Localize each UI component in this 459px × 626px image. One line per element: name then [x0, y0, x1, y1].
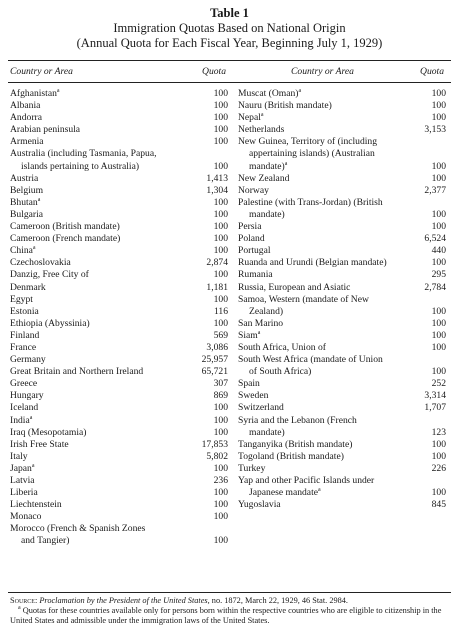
country-name: Syria and the Lebanon (French	[238, 414, 357, 426]
quota-value: 100	[213, 402, 228, 414]
quota-value: 100	[213, 317, 228, 329]
country-name: Sweden	[238, 390, 269, 402]
country-name: Cameroon (French mandate)	[10, 233, 121, 245]
table-row	[10, 499, 228, 511]
quota-value: 252	[431, 378, 446, 390]
quota-value: 226	[431, 462, 446, 474]
table-row	[10, 318, 228, 330]
table-row-continuation	[10, 535, 228, 547]
country-name: Persia	[238, 221, 262, 233]
country-name: Andorra	[10, 112, 42, 124]
source-citation: Proclamation by the President of the United States,	[39, 596, 210, 605]
country-name: France	[10, 341, 37, 353]
table-row	[10, 269, 228, 281]
quota-value: 2,784	[424, 281, 446, 293]
country-name: Palestine (with Trans-Jordan) (British	[238, 196, 383, 208]
country-name: Australia (including Tasmania, Papua,	[10, 148, 157, 160]
table-row	[10, 257, 228, 269]
quota-value: 440	[431, 245, 446, 257]
quota-value: 2,377	[424, 184, 446, 196]
top-rule	[8, 60, 451, 61]
table-row	[238, 318, 446, 330]
table-row	[10, 209, 228, 221]
country-name: Nepal$^a$	[238, 112, 264, 124]
table-row-continuation	[238, 209, 446, 221]
quota-value: 100	[431, 305, 446, 317]
country-name: Monaco	[10, 511, 42, 523]
country-name: Irish Free State	[10, 438, 69, 450]
country-name: Muscat (Oman)$^a$	[238, 87, 302, 99]
table-row	[10, 245, 228, 257]
quota-value: 100	[213, 112, 228, 124]
country-name: Yap and other Pacific Islands under	[238, 475, 375, 486]
quota-value: 3,086	[206, 341, 228, 353]
table-row-continuation	[238, 427, 446, 439]
quota-value: 100	[431, 221, 446, 233]
country-name: India$^a$	[10, 414, 33, 426]
country-name: China$^a$	[10, 245, 36, 257]
quota-value: 17,853	[201, 438, 228, 450]
table-row	[238, 439, 446, 451]
table-row	[10, 294, 228, 306]
table-row-continuation	[238, 487, 446, 499]
quota-value: 3,314	[424, 390, 446, 402]
country-name: Poland	[238, 233, 265, 245]
table-row	[10, 148, 228, 160]
table-row-continuation	[238, 161, 446, 173]
country-name: Hungary	[10, 390, 44, 402]
quota-value: 116	[213, 305, 228, 317]
table-row	[10, 390, 228, 402]
table-row-continuation	[238, 366, 446, 378]
country-name: Greece	[10, 378, 38, 390]
table-row	[238, 475, 446, 487]
table-row	[238, 124, 446, 136]
country-name: Bhutan$^a$	[10, 196, 41, 208]
quota-value: 100	[431, 160, 446, 172]
quota-value: 100	[431, 208, 446, 220]
quota-value: 100	[213, 269, 228, 281]
footnote-marker: a	[284, 160, 288, 167]
table-row	[10, 173, 228, 185]
country-name: Ruanda and Urundi (Belgian mandate)	[238, 257, 387, 269]
table-row	[238, 402, 446, 414]
footnote-text: Quotas for these countries available only for persons born within the respective countries who are eligible to citizenship in the United States and admissible under the immigration laws of the United States.	[10, 606, 442, 625]
footnote-marker: a	[37, 196, 41, 203]
footnote-marker: a	[260, 112, 264, 118]
table-row	[238, 330, 446, 342]
country-name: Ethiopia (Abyssinia)	[10, 317, 90, 329]
table-label: Table 1	[210, 6, 249, 20]
country-name: Bulgaria	[10, 208, 44, 220]
table-subtitle: (Annual Quota for Each Fiscal Year, Beginning July 1, 1929)	[76, 36, 383, 50]
quota-value: 25,957	[201, 354, 228, 366]
country-name: Spain	[238, 378, 260, 390]
country-name: Italy	[10, 450, 28, 462]
country-name: Arabian peninsula	[10, 124, 81, 136]
table-title: Immigration Quotas Based on National Origin	[113, 21, 346, 35]
quota-value: 1,304	[206, 184, 228, 196]
country-name: Albania	[10, 100, 41, 112]
quota-value: 1,707	[424, 402, 446, 414]
table-row	[10, 282, 228, 294]
country-name: Zealand)	[249, 305, 284, 317]
country-name: Germany	[10, 354, 46, 366]
table-row	[238, 342, 446, 354]
quota-value: 100	[213, 124, 228, 136]
table-row	[238, 112, 446, 124]
quota-value: 1,413	[206, 172, 228, 184]
table-row	[10, 402, 228, 414]
quota-value: 100	[431, 172, 446, 184]
quota-value: 100	[431, 438, 446, 450]
quota-value: 100	[431, 112, 446, 124]
table-row	[10, 475, 228, 487]
table-row	[10, 487, 228, 499]
country-name: mandate)	[249, 426, 285, 438]
table-row	[10, 523, 228, 535]
table-row	[10, 378, 228, 390]
country-name: Tanganyika (British mandate)	[238, 438, 353, 450]
quota-value: 3,153	[424, 124, 446, 136]
table-row	[10, 415, 228, 427]
footnote-marker: a	[18, 605, 21, 612]
table-row	[238, 185, 446, 197]
source-label: Source:	[10, 596, 38, 605]
quota-value: 100	[213, 196, 228, 208]
quota-value: 869	[213, 390, 228, 402]
country-name: Portugal	[238, 245, 271, 257]
table-row	[10, 124, 228, 136]
footnote-marker: a	[31, 462, 35, 469]
table-row	[10, 185, 228, 197]
footnote-marker: a	[29, 414, 33, 421]
quota-value: 100	[213, 535, 228, 547]
country-name: Austria	[10, 172, 39, 184]
quota-value: 236	[213, 475, 228, 486]
quota-value: 2,874	[206, 257, 228, 269]
quota-value: 569	[213, 329, 228, 341]
country-name: appertaining islands) (Australian	[249, 148, 375, 160]
country-name: Egypt	[10, 293, 33, 305]
footnote-marker: a	[298, 87, 302, 94]
table-row	[10, 100, 228, 112]
country-name: Russia, European and Asiatic	[238, 281, 351, 293]
table-row	[238, 245, 446, 257]
country-name: Afghanistan$^a$	[10, 87, 60, 99]
quota-value: 307	[213, 378, 228, 390]
country-name: Estonia	[10, 305, 39, 317]
table-row	[238, 233, 446, 245]
table-row	[238, 88, 446, 100]
quota-value: 100	[431, 257, 446, 269]
country-name: Togoland (British mandate)	[238, 450, 344, 462]
table-row	[10, 366, 228, 378]
country-name: islands pertaining to Australia)	[21, 160, 140, 172]
table-row	[10, 306, 228, 318]
source-details: no. 1872, March 22, 1929, 46 Stat. 2984.	[209, 596, 348, 605]
footnote-marker: a	[56, 87, 60, 94]
quota-value: 100	[431, 317, 446, 329]
quota-value: 100	[213, 100, 228, 112]
table-row	[238, 378, 446, 390]
right-column	[238, 88, 446, 511]
quota-value: 100	[213, 233, 228, 245]
quota-value: 100	[431, 366, 446, 378]
table-row	[10, 88, 228, 100]
country-name: Iceland	[10, 402, 39, 414]
table-row	[238, 197, 446, 209]
table-row	[10, 112, 228, 124]
quota-value: 100	[213, 426, 228, 438]
table-row	[10, 197, 228, 209]
quota-value: 1,181	[206, 281, 228, 293]
table-row	[238, 282, 446, 294]
footnote-marker: a	[318, 486, 321, 493]
table-row	[238, 451, 446, 463]
bottom-rule	[8, 592, 451, 593]
country-name: Netherlands	[238, 124, 285, 136]
quota-value: 295	[431, 269, 446, 281]
country-name: Denmark	[10, 281, 46, 293]
table-row	[10, 463, 228, 475]
table-row	[238, 415, 446, 427]
country-name: mandate)	[249, 208, 285, 220]
quota-value: 65,721	[201, 366, 228, 378]
table-row	[238, 390, 446, 402]
quota-value: 5,802	[206, 450, 228, 462]
footnote	[10, 606, 449, 626]
table-row	[238, 294, 446, 306]
country-name: Iraq (Mesopotamia)	[10, 426, 87, 438]
table-row	[10, 136, 228, 148]
quota-value: 100	[213, 160, 228, 172]
table-row	[10, 330, 228, 342]
quota-value: 100	[431, 341, 446, 353]
table-row	[10, 427, 228, 439]
table-row	[238, 499, 446, 511]
table-row	[238, 269, 446, 281]
table-row	[10, 221, 228, 233]
country-name: Siam$^a$	[238, 329, 261, 341]
table-title-block	[0, 0, 459, 51]
column-header-quota-left: Quota	[202, 66, 226, 77]
quota-value: 100	[213, 462, 228, 474]
table-row	[10, 233, 228, 245]
quota-value: 100	[213, 136, 228, 148]
column-header-country-right: Country or Area	[291, 66, 354, 77]
left-column	[10, 88, 228, 548]
country-name: Armenia	[10, 136, 44, 148]
table-row-continuation	[238, 306, 446, 318]
country-name: Danzig, Free City of	[10, 269, 89, 281]
quota-value: 100	[431, 329, 446, 341]
country-name: New Guinea, Territory of (including	[238, 136, 378, 148]
country-name: New Zealand	[238, 172, 290, 184]
quota-value: 100	[213, 88, 228, 99]
table-row-continuation	[10, 161, 228, 173]
country-name: Finland	[10, 329, 40, 341]
column-header-quota-right: Quota	[420, 66, 444, 77]
table-row	[10, 439, 228, 451]
table-row	[238, 221, 446, 233]
quota-value: 6,524	[424, 233, 446, 245]
country-name: Nauru (British mandate)	[238, 100, 332, 112]
country-name: South West Africa (mandate of Union	[238, 354, 383, 366]
country-name: San Marino	[238, 317, 284, 329]
quota-value: 100	[213, 208, 228, 220]
quota-value: 100	[213, 511, 228, 523]
table-row	[10, 451, 228, 463]
country-name: Great Britain and Northern Ireland	[10, 366, 144, 378]
country-name: Turkey	[238, 462, 266, 474]
quota-value: 100	[431, 450, 446, 462]
country-name: of South Africa)	[249, 366, 312, 378]
quota-value: 100	[213, 293, 228, 305]
table-row	[10, 342, 228, 354]
country-name: and Tangier)	[21, 535, 70, 547]
quota-value: 845	[431, 499, 446, 511]
country-name: Japan$^a$	[10, 462, 35, 474]
country-name: mandate)$^a$	[249, 160, 288, 172]
column-header-country-left: Country or Area	[10, 66, 73, 77]
quota-value: 100	[213, 499, 228, 511]
country-name: Czechoslovakia	[10, 257, 71, 269]
country-name: Cameroon (British mandate)	[10, 221, 120, 233]
country-name: Japanese mandate$^a$	[249, 486, 321, 499]
country-name: Liberia	[10, 487, 38, 499]
table-row	[238, 173, 446, 185]
table-row	[10, 354, 228, 366]
country-name: Latvia	[10, 475, 35, 486]
table-row	[238, 354, 446, 366]
table-row	[238, 463, 446, 475]
country-name: Morocco (French & Spanish Zones	[10, 523, 146, 535]
quota-value: 100	[213, 245, 228, 257]
quota-value: 100	[213, 414, 228, 426]
table-row	[238, 257, 446, 269]
header-rule	[8, 82, 451, 83]
table-row-continuation	[238, 148, 446, 160]
country-name: Norway	[238, 184, 269, 196]
country-name: Rumania	[238, 269, 273, 281]
country-name: Belgium	[10, 184, 44, 196]
quota-value: 100	[431, 88, 446, 99]
quota-value: 100	[431, 100, 446, 112]
table-row	[238, 136, 446, 148]
country-name: South Africa, Union of	[238, 341, 326, 353]
country-name: Samoa, Western (mandate of New	[238, 293, 369, 305]
quota-value: 123	[431, 426, 446, 438]
country-name: Switzerland	[238, 402, 284, 414]
quota-value: 100	[213, 487, 228, 499]
country-name: Yugoslavia	[238, 499, 281, 511]
table-row	[10, 511, 228, 523]
table-row	[238, 100, 446, 112]
footnote-marker: a	[32, 245, 36, 252]
quota-value: 100	[431, 487, 446, 499]
footnote-marker: a	[257, 329, 261, 336]
country-name: Liechtenstein	[10, 499, 62, 511]
quota-value: 100	[213, 221, 228, 233]
